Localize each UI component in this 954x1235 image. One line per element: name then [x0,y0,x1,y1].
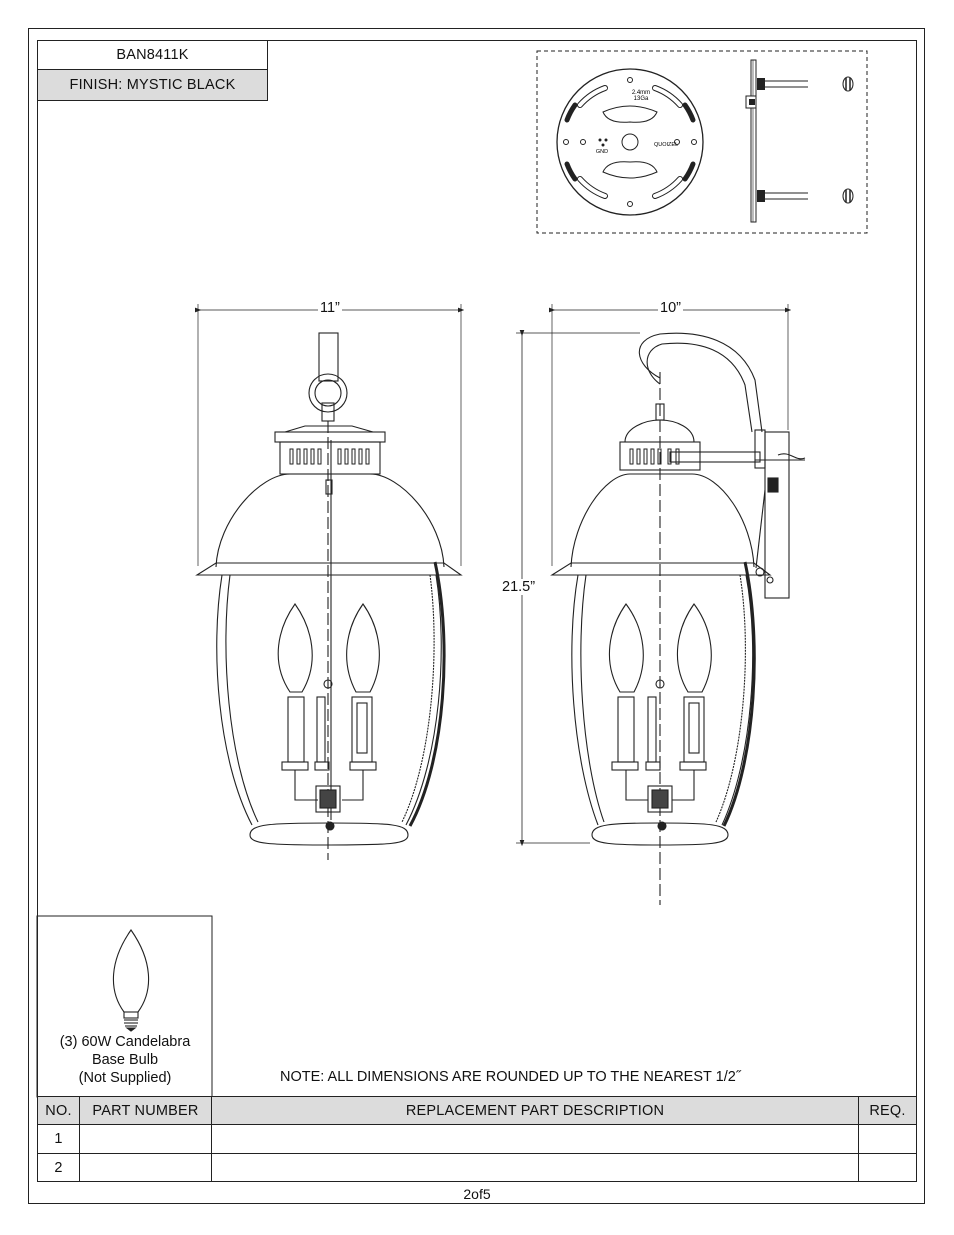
plate-thickness-text: 2.4mm [631,90,651,96]
header-description: REPLACEMENT PART DESCRIPTION [211,1096,859,1125]
row-no: 2 [37,1153,80,1182]
plate-brand-text: QUOIZEL [654,142,679,148]
header-req: REQ. [858,1096,917,1125]
front-width-dimension: 11” [320,300,340,316]
bulb-caption-line1: (3) 60W Candelabra [59,1034,191,1050]
bulb-caption-line2: Base Bulb [91,1052,159,1068]
candelabra-bulb-icon [113,930,148,1031]
row-part-number [79,1124,212,1154]
bulb-caption [38,1033,212,1087]
row-req [858,1153,917,1182]
header-part-number: PART NUMBER [79,1096,212,1125]
page-number: 2of5 [463,1186,491,1202]
bulb-caption-line3: (Not Supplied) [78,1070,172,1086]
dimensions-note: NOTE: ALL DIMENSIONS ARE ROUNDED UP TO THE NEAREST 1/2˝ [280,1069,741,1085]
row-part-number [79,1153,212,1182]
side-view-drawing [516,304,805,905]
row-description [211,1153,859,1182]
height-dimension: 21.5” [502,579,536,595]
row-no: 1 [37,1124,80,1154]
plate-gauge-text: 13Ga [633,96,649,102]
finish-label: FINISH: MYSTIC BLACK [37,69,268,101]
header-no: NO. [37,1096,80,1125]
front-view-drawing [197,304,461,860]
side-extension-dimension: 10” [660,300,681,316]
model-number: BAN8411K [37,40,268,70]
row-req [858,1124,917,1154]
mounting-hardware-detail [537,51,867,233]
row-description [211,1124,859,1154]
plate-gnd-text: GND [595,149,609,155]
